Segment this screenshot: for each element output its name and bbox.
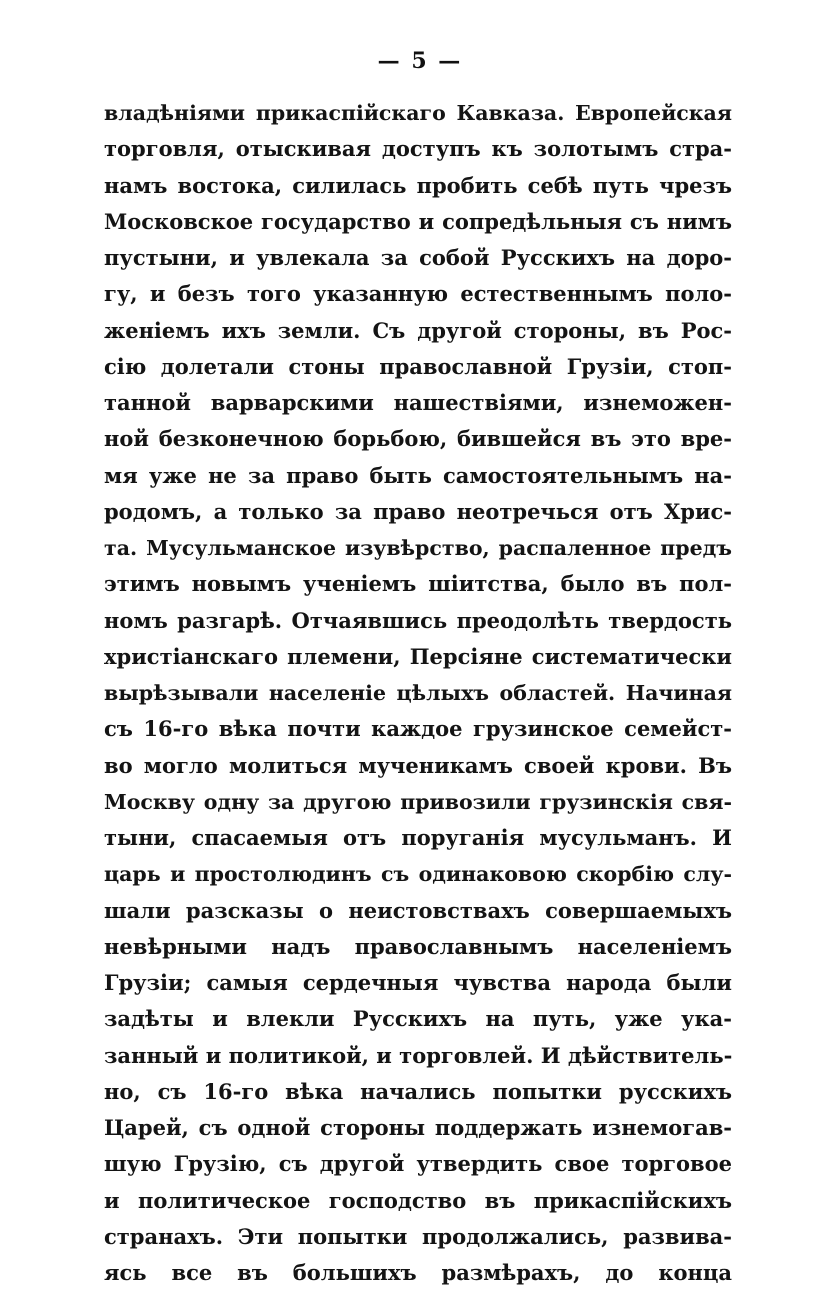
- text-line: Москву одну за другою привозили грузинскія свя-: [104, 789, 732, 814]
- text-line: во могло молиться мученикамъ своей крови. Въ: [104, 752, 732, 778]
- text-line: ясь все въ большихъ размѣрахъ, до конца: [104, 1260, 732, 1285]
- text-line: шали разсказы о неистовствахъ совершаемыхъ: [104, 897, 732, 923]
- text-line: Грузіи; самыя сердечныя чувства народа были: [104, 970, 732, 995]
- text-line: торговля, отыскивая доступъ къ золотымъ стра-: [104, 136, 732, 162]
- text-line: намъ востока, силилась пробить себѣ путь чрезъ: [104, 172, 732, 198]
- text-line: вырѣзывали населеніе цѣлыхъ областей. Начиная: [104, 681, 732, 705]
- text-line: невѣрными надъ православнымъ населеніемъ: [104, 933, 732, 959]
- text-line: Царей, съ одной стороны поддержать изнемогав-: [104, 1115, 732, 1140]
- text-line: и политическое господство въ прикаспійскихъ: [104, 1187, 732, 1213]
- text-line: номъ разгарѣ. Отчаявшись преодолѣть твердость: [104, 607, 732, 633]
- text-line: пустыни, и увлекала за собой Русскихъ на доро-: [104, 245, 732, 270]
- text-line: съ 16-го вѣка почти каждое грузинское семейст-: [104, 716, 732, 742]
- body-text: [104, 95, 732, 1291]
- text-line: царь и простолюдинъ съ одинаковою скорбію слу-: [104, 862, 732, 887]
- text-line: ной безконечною борьбою, бившейся въ это вре-: [104, 426, 732, 452]
- text-line: шую Грузію, съ другой утвердить свое торговое: [104, 1151, 732, 1177]
- text-line: сію долетали стоны православной Грузіи, стоп-: [104, 353, 732, 379]
- text-line: тыни, спасаемыя отъ поруганія мусульманъ. И: [104, 825, 732, 850]
- text-line: христіанскаго племени, Персіяне систематически: [104, 643, 732, 669]
- text-line: но, съ 16-го вѣка начались попытки русскихъ: [104, 1078, 732, 1104]
- text-line: родомъ, а только за право неотречься отъ Хрис-: [104, 498, 732, 524]
- text-line: задѣты и влекли Русскихъ на путь, уже ука-: [104, 1006, 732, 1032]
- text-line: владѣніями прикаспійскаго Кавказа. Европейская: [104, 101, 732, 125]
- text-line: этимъ новымъ ученіемъ шіитства, было въ пол-: [104, 571, 732, 597]
- text-line: Московское государство и сопредѣльныя съ нимъ: [104, 208, 732, 234]
- text-line: странахъ. Эти попытки продолжались, развива-: [104, 1223, 732, 1249]
- text-line: танной варварскими нашествіями, изнеможен-: [104, 390, 732, 415]
- text-line: та. Мусульманское изувѣрство, распаленное предъ: [104, 536, 732, 560]
- text-line: гу, и безъ того указанную естественнымъ поло-: [104, 281, 732, 307]
- text-line: женіемъ ихъ земли. Съ другой стороны, въ Рос-: [104, 317, 732, 343]
- page-number: — 5 —: [377, 48, 463, 74]
- text-line: мя уже не за право быть самостоятельнымъ на-: [104, 462, 732, 488]
- text-line: занный и политикой, и торговлей. И дѣйствитель-: [104, 1042, 732, 1068]
